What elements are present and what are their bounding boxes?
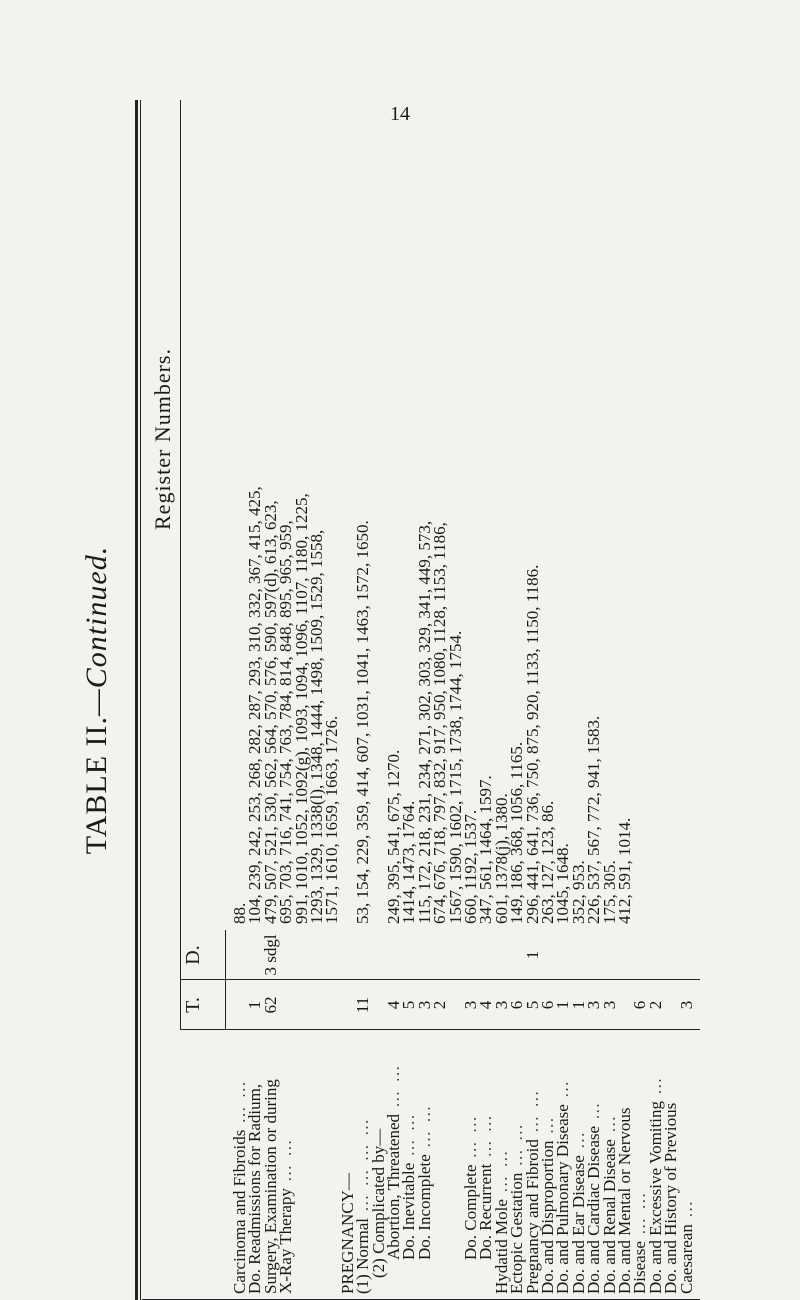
row-label: Do. and Pulmonary Disease [553,1104,573,1294]
register-numbers-heading: Register Numbers. [150,348,175,530]
section-header [142,100,182,1300]
row-label: Do. and History of Previous [661,1102,681,1294]
row-label: Do. and Excessive Vomiting [645,1101,665,1294]
row-label: Do. Readmissions for Radium, [245,1083,265,1294]
row-leader-dots: … [599,1113,619,1140]
row-register-numbers: 296, 441, 641, 736, 750, 875, 920, 1133, 1150, 1186. [522,564,542,924]
row-leader-dots: … … [461,1114,480,1165]
row-label: Disease [630,1241,650,1294]
row-register-numbers: 674, 676, 718, 797, 832, 917, 950, 1080, 1128, 1153, 1186, [430,522,450,924]
top-rule-thick [135,100,138,1300]
table-title-sub: —Continued. [80,545,113,716]
row-register-numbers: 1293, 1329, 1338(l), 1348, 1444, 1498, 1509, 1529, 1558, [307,529,326,924]
row-register-numbers: 104, 239, 242, 253, 268, 282, 287, 293, 310, 332, 367, 415, 425, [245,486,265,924]
row-leader-dots: … [553,1078,573,1105]
row-t-value: 3 [491,1000,511,1010]
row-label: Hydatid Mole [491,1199,511,1294]
row-t-value: 2 [645,1000,665,1010]
row-t-value: 11 [353,996,373,1014]
row-t-value: 2 [430,1000,450,1010]
row-label: Caesarean [676,1224,696,1294]
row-register-numbers: 412, 591, 1014. [615,817,634,924]
row-label: PREGNANCY— [337,1173,357,1294]
row-register-numbers: 1414, 1473, 1764. [399,800,419,924]
row-t-value: 1 [245,1000,265,1010]
row-label: Do. Recurrent [476,1163,496,1260]
row-register-numbers: 660, 1192, 1537. [461,809,480,924]
row-leader-dots: … … [522,1088,542,1140]
row-label: Ectopic Gestation [507,1172,527,1294]
row-leader-dots: … … [230,1079,249,1130]
col-t-heading: T. [182,997,204,1013]
row-label: Do. and Ear Disease [568,1155,588,1294]
row-leader-dots: … … [399,1112,419,1163]
row-leader-dots: … … [491,1148,511,1200]
row-label: Do. Complete [461,1164,480,1260]
row-leader-dots: … … … … [353,1116,373,1218]
row-register-numbers: 88. [230,902,249,924]
row-leader-dots: … [676,1198,696,1225]
row-t-value: 5 [399,1000,419,1010]
row-leader-dots: … [584,1100,604,1126]
row-category [677,1032,697,1294]
row-label: Do. and Mental or Nervous [615,1107,634,1294]
row-label: Do. Inevitable [399,1162,419,1260]
row-register-numbers: 991, 1010, 1052, 1092(g), 1093, 1094, 1096, 1107, 1180, 1225, [291,493,311,924]
row-t-value: 6 [538,1000,557,1010]
row-t-value: 5 [522,1000,542,1010]
row-register-numbers: 175, 305. [599,860,619,924]
row-t-value: 6 [630,1000,650,1010]
row-leader-dots: … … [414,1103,434,1155]
row-t-value: 1 [553,1000,573,1010]
row-register-numbers: 479, 507, 521, 530, 562, 564, 570, 576, 590, 597(d), 613, 623, [260,500,280,924]
row-register-numbers: 695, 703, 716, 741, 754, 763, 784, 814, 848, 895, 965, 959, [276,520,296,924]
row-register-numbers: 226, 537, 567, 772, 941, 1583. [584,715,604,924]
row-register-numbers: 352, 953. [568,860,588,924]
row-leader-dots: … … [630,1190,650,1242]
row-d-value: 3 sdgl [260,934,280,976]
row-t-value: 3 [584,1000,604,1010]
row-register-numbers: 249, 395, 541, 675, 1270. [384,749,403,924]
row-register-numbers: 347, 561, 1464, 1597. [476,775,496,924]
rotated-table [80,100,700,1300]
row-t-value: 6 [507,1000,527,1010]
row-leader-dots: … … [276,1137,296,1189]
table-title [80,100,128,1300]
row-register-numbers: 149, 186, 368, 1056, 1165. [507,741,527,924]
row-t-value: 3 [599,1000,619,1010]
page-number: 14 [390,103,410,125]
row-category [276,1032,296,1294]
row-leader-dots: … … [507,1122,527,1173]
row-register-numbers: 1567, 1590, 1602, 1715, 1738, 1744, 1754. [445,630,465,924]
row-leader-dots: … [645,1075,665,1102]
row-label: Do. and Renal Disease [599,1139,619,1294]
row-register-numbers: 263, 127, 123, 86. [538,800,557,924]
row-t-value: 3 [414,1000,434,1010]
header-rule [180,100,181,1030]
row-register-numbers: 115, 172, 218, 231, 234, 271, 302, 303, 329, 341, 449, 573, [414,520,434,924]
row-label: Abortion, Threatened [384,1113,403,1260]
row-label: Do. and Disproportion [538,1140,557,1294]
row-t-value: 4 [384,1000,403,1010]
row-t-value: 4 [476,1000,496,1010]
top-rule-thin [140,100,141,1300]
row-label: Carcinoma and Fibroids [230,1129,249,1294]
row-label: Do. and Cardiac Disease [584,1125,604,1294]
col-heading-rule [225,930,226,1030]
row-leader-dots: … … [476,1113,496,1164]
row-register-numbers: 53, 154, 229, 359, 414, 607, 1031, 1041, 1463, 1572, 1650. [353,520,373,924]
row-leader-dots: … [538,1115,557,1141]
row-t-value: 3 [676,1000,696,1010]
row-register-numbers: 601, 1378(j), 1380. [491,793,511,924]
table-title-main: TABLE II. [80,715,113,855]
row-label: Pregnancy and Fibroid [522,1139,542,1294]
row-register-numbers: 1571, 1610, 1659, 1663, 1726. [322,715,342,924]
col-d-heading: D. [182,945,204,965]
row-leader-dots: … [568,1129,588,1156]
row-leader-dots: … … [384,1063,403,1114]
row-label: X-Ray Therapy [276,1188,296,1294]
row-register-numbers: 1045, 1648. [553,843,573,924]
row-label: (1) Normal [353,1217,373,1294]
row-t-value: 62 [260,996,280,1014]
row-category [415,998,435,1294]
row-t-value: 1 [568,1000,588,1010]
row-label: Do. Incomplete [414,1154,434,1260]
row-t-value: 3 [461,1000,480,1010]
row-label: (2) Complicated by— [368,1128,388,1278]
row-label: Surgery, Examination or during [260,1079,280,1294]
row-d-value: 1 [522,950,542,960]
